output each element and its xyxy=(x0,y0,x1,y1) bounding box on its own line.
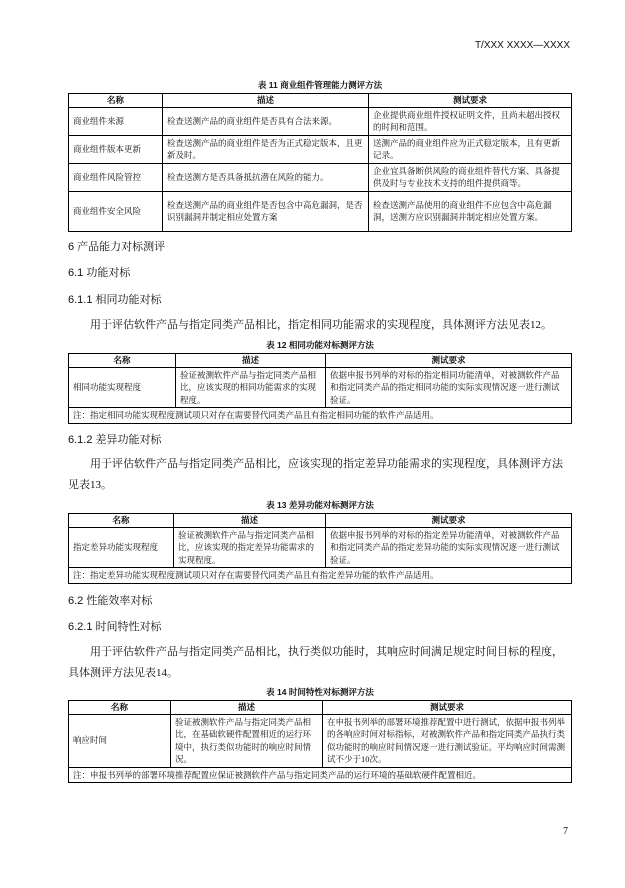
col-header: 描述 xyxy=(176,354,326,368)
cell: 企业宜具备断供风险的商业组件替代方案、具备提供及时与专业技术支持的组件提供商等。 xyxy=(369,163,572,191)
table-note: 注：申报书列举的部署环境推荐配置应保证被测软件产品与指定同类产品的运行环境的基础软硬件配置相近。 xyxy=(69,767,572,783)
cell: 验证被测软件产品与指定同类产品相比，应该实现的相同功能需求的实现程度。 xyxy=(176,367,326,408)
cell: 验证被测软件产品与指定同类产品相比，应该实现的指定差异功能需求的实现程度。 xyxy=(174,527,326,568)
col-header: 描述 xyxy=(171,701,323,715)
paragraph: 用于评估软件产品与指定同类产品相比，应该实现的指定差异功能需求的实现程度，具体测评方法见表13。 xyxy=(68,458,563,491)
table-row xyxy=(69,714,572,767)
col-header: 测试要求 xyxy=(326,354,572,368)
col-header: 测试要求 xyxy=(323,701,572,715)
table-row xyxy=(69,191,572,231)
table14 xyxy=(68,700,572,783)
cell: 商业组件版本更新 xyxy=(69,135,163,163)
col-header: 名称 xyxy=(69,701,171,715)
section-6-1-1-heading: 6.1.1 相同功能对标 xyxy=(68,294,162,306)
table-row xyxy=(69,367,572,408)
cell: 依据申报书列举的对标的指定差异功能清单，对被测软件产品和指定同类产品的指定差异功能的实际实现情况逐一进行测试验证。 xyxy=(326,527,572,568)
table-row xyxy=(69,163,572,191)
cell: 企业提供商业组件授权证明文件，且尚未超出授权的时间和范围。 xyxy=(369,107,572,135)
table-row xyxy=(69,135,572,163)
cell: 验证被测软件产品与指定同类产品相比，在基础软硬件配置相近的运行环境中，执行类似功能时的响应时间情况。 xyxy=(171,714,323,767)
cell: 在申报书列举的部署环境推荐配置中进行测试，依据申报书列举的各响应时间对标指标，对被测软件产品和指定同类产品执行类似功能时的响应时间情况逐一进行测试验证。平均响应时间需测试不少于10次。 xyxy=(323,714,572,767)
table-row xyxy=(69,107,572,135)
paragraph: 用于评估软件产品与指定同类产品相比，指定相同功能需求的实现程度，具体测评方法见表12。 xyxy=(90,319,552,331)
table13 xyxy=(68,513,572,584)
cell: 响应时间 xyxy=(69,714,171,767)
table-note: 注：指定差异功能实现程度测试项只对存在需要替代同类产品且有指定差异功能的软件产品适用。 xyxy=(69,568,572,584)
cell: 商业组件来源 xyxy=(69,107,163,135)
cell: 依据申报书列举的对标的指定相同功能清单，对被测软件产品和指定同类产品的指定相同功能的实际实现情况逐一进行测试验证。 xyxy=(326,367,572,408)
table11-caption: 表 11 商业组件管理能力测评方法 xyxy=(257,80,383,90)
cell: 商业组件安全风险 xyxy=(69,191,163,231)
col-header: 测试要求 xyxy=(369,94,572,108)
col-header: 描述 xyxy=(163,94,369,108)
cell: 送测产品的商业组件应为正式稳定版本，且有更新记录。 xyxy=(369,135,572,163)
col-header: 名称 xyxy=(69,94,163,108)
col-header: 测试要求 xyxy=(326,514,572,528)
cell: 指定差异功能实现程度 xyxy=(69,527,174,568)
doc-code: T/XXX XXXX—XXXX xyxy=(474,40,570,51)
cell: 检查送测产品的商业组件是否具有合法来源。 xyxy=(163,107,369,135)
table12-caption: 表 12 相同功能对标测评方法 xyxy=(266,340,374,350)
cell: 检查送测产品的商业组件是否为正式稳定版本，且更新及时。 xyxy=(163,135,369,163)
table-note: 注：指定相同功能实现程度测试项只对存在需要替代同类产品且有指定相同功能的软件产品适用。 xyxy=(69,408,572,424)
col-header: 名称 xyxy=(69,354,176,368)
section-6-1-heading: 6.1 功能对标 xyxy=(68,267,131,279)
table13-caption: 表 13 差异功能对标测评方法 xyxy=(266,500,374,510)
table14-caption: 表 14 时间特性对标测评方法 xyxy=(266,687,374,697)
section-6-heading: 6 产品能力对标测评 xyxy=(68,241,166,253)
cell: 检查送测方是否具备抵抗潜在风险的能力。 xyxy=(163,163,369,191)
section-6-2-heading: 6.2 性能效率对标 xyxy=(68,595,153,607)
cell: 商业组件风险管控 xyxy=(69,163,163,191)
table11 xyxy=(68,93,572,232)
page-number: 7 xyxy=(563,826,568,837)
col-header: 名称 xyxy=(69,514,174,528)
table12 xyxy=(68,353,572,424)
cell: 相同功能实现程度 xyxy=(69,367,176,408)
paragraph: 用于评估软件产品与指定同类产品相比，执行类似功能时，其响应时间满足规定时间目标的程度，具体测评方法见表14。 xyxy=(68,646,563,679)
cell: 检查送测产品使用的商业组件不应包含中高危漏洞，送测方应识别漏洞并制定相应处置方案。 xyxy=(369,191,572,231)
cell: 检查送测产品的商业组件是否包含中高危漏洞，是否识别漏洞并制定相应处置方案 xyxy=(163,191,369,231)
table-row xyxy=(69,527,572,568)
section-6-1-2-heading: 6.1.2 差异功能对标 xyxy=(68,434,162,446)
section-6-2-1-heading: 6.2.1 时间特性对标 xyxy=(68,621,162,633)
col-header: 描述 xyxy=(174,514,326,528)
